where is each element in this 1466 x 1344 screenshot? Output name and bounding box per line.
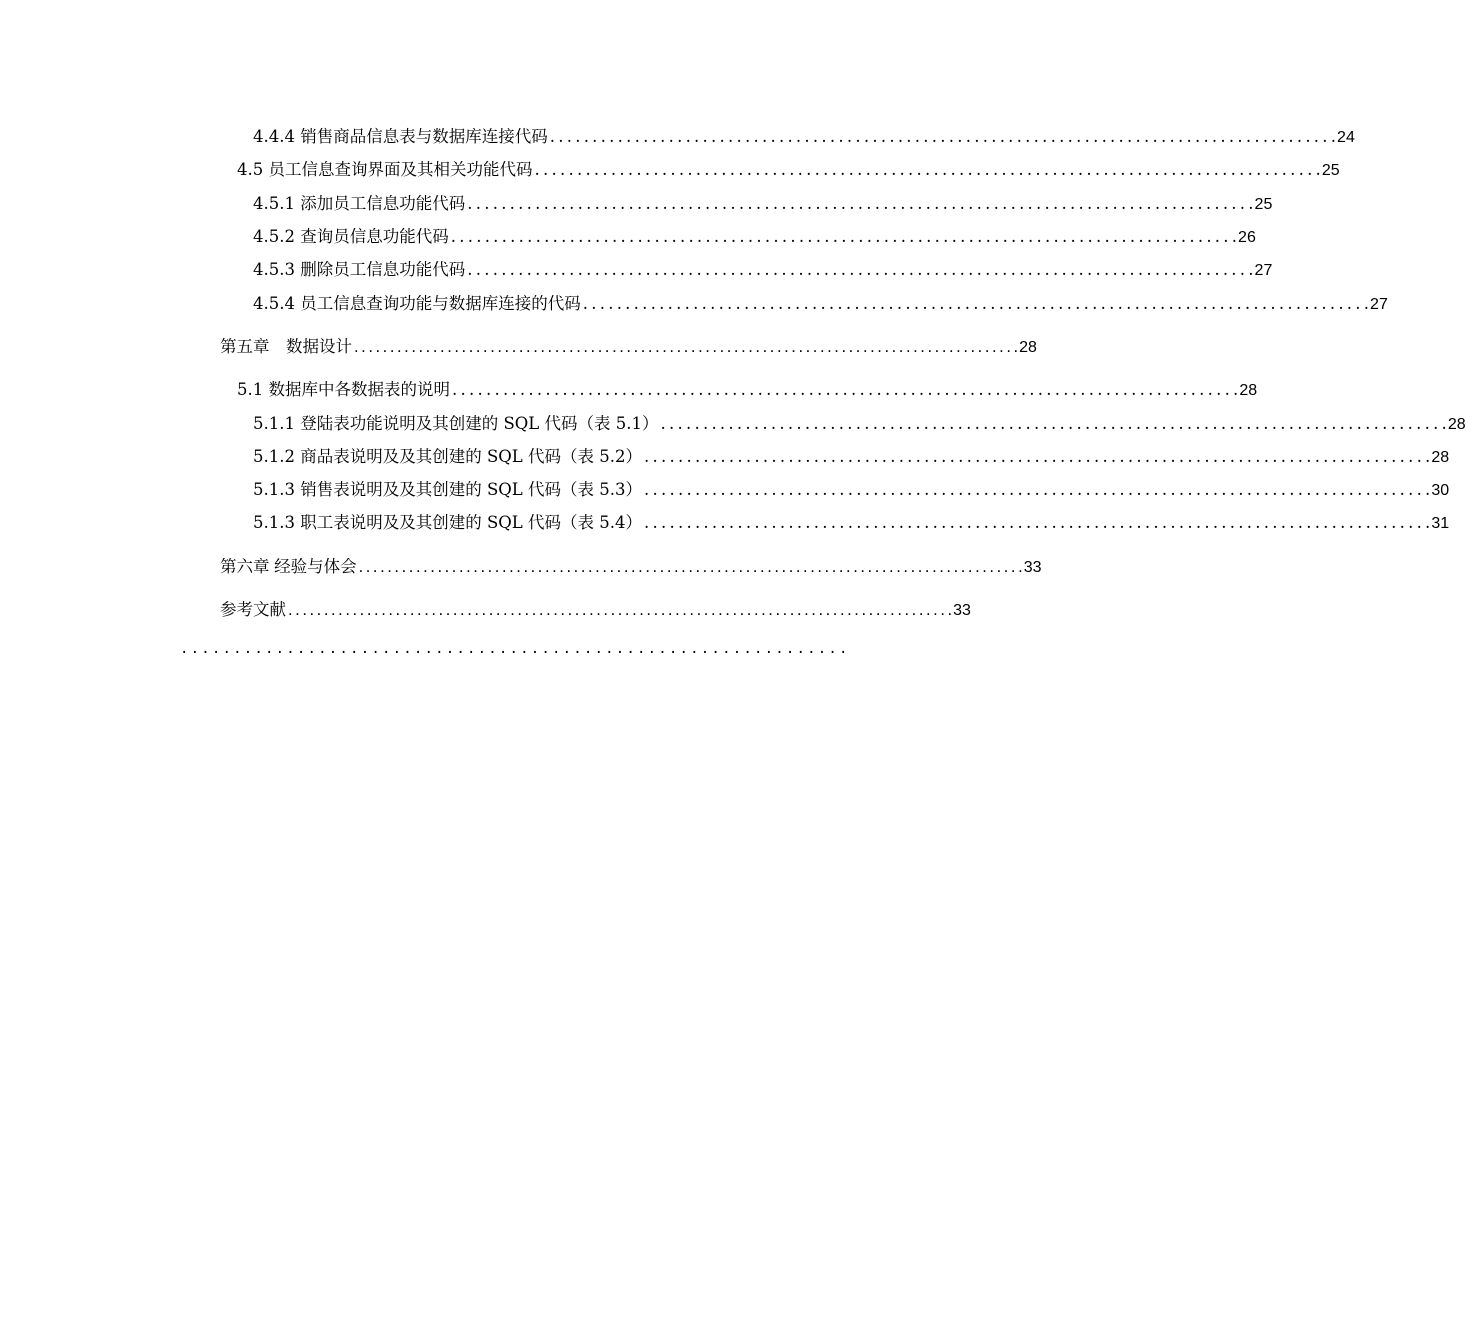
toc-page-number: 28 — [1239, 382, 1258, 399]
toc-page-number: 31 — [1431, 515, 1450, 532]
toc-entry-5-1-2[interactable] — [253, 443, 1450, 467]
toc-page-number: 26 — [1238, 229, 1256, 246]
toc-page-number: 27 — [1254, 262, 1273, 279]
toc-page-number: 33 — [953, 602, 971, 619]
toc-entry-references[interactable] — [220, 596, 971, 620]
toc-page-number: 25 — [1321, 162, 1340, 179]
toc-page-number: 28 — [1431, 449, 1450, 466]
toc-page-number: 33 — [1023, 559, 1042, 576]
toc-entry-4-5-3[interactable] — [253, 256, 1273, 280]
toc-page-number: 24 — [1337, 129, 1355, 146]
toc-entry-title: 4.5.3 删除员工信息功能代码 — [253, 260, 466, 279]
dot-leader — [449, 227, 1236, 246]
toc-entry-title: 5.1.3 职工表说明及及其创建的 SQL 代码（表 5.4） — [253, 513, 642, 532]
toc-entry-5-1[interactable] — [237, 376, 1258, 400]
toc-entry-title: 5.1.1 登陆表功能说明及其创建的 SQL 代码（表 5.1） — [253, 414, 659, 433]
toc-entry-4-5-1[interactable] — [253, 190, 1273, 214]
toc-entry-5-1-1[interactable] — [253, 410, 1466, 434]
dot-leader — [357, 558, 1022, 577]
toc-entry-5-1-3-staff[interactable] — [253, 509, 1450, 533]
toc-entry-title: 4.5.2 查询员信息功能代码 — [253, 227, 449, 246]
toc-entry-title: 4.5 员工信息查询界面及其相关功能代码 — [237, 160, 533, 179]
toc-entry-title: 5.1.2 商品表说明及及其创建的 SQL 代码（表 5.2） — [253, 447, 642, 466]
dot-leader — [286, 601, 951, 620]
toc-entry-title: 4.4.4 销售商品信息表与数据库连接代码 — [253, 127, 548, 146]
toc-page-number: 30 — [1431, 482, 1450, 499]
toc-entry-chapter-6[interactable] — [220, 553, 1042, 577]
toc-page-number: 28 — [1447, 416, 1466, 433]
toc-entry-title: 第五章 数据设计 — [220, 338, 352, 356]
dot-leader — [659, 414, 1446, 433]
dot-leader — [642, 480, 1429, 499]
dot-leader — [465, 260, 1252, 279]
toc-entry-title: 5.1 数据库中各数据表的说明 — [237, 380, 450, 399]
toc-entry-4-5-4[interactable] — [253, 290, 1388, 314]
toc-entry-title: 5.1.3 销售表说明及及其创建的 SQL 代码（表 5.3） — [253, 480, 642, 499]
dot-leader — [581, 294, 1368, 313]
toc-entry-chapter-5[interactable] — [220, 333, 1037, 357]
dot-leader — [533, 160, 1320, 179]
toc-entry-5-1-3-sales[interactable] — [253, 476, 1450, 500]
dot-leader — [548, 127, 1335, 146]
toc-entry-4-5-2[interactable] — [253, 223, 1256, 247]
toc-page-number: 27 — [1370, 296, 1388, 313]
dot-leader — [352, 338, 1017, 357]
toc-entry-title: 第六章 经验与体会 — [220, 558, 357, 576]
dot-leader — [465, 194, 1252, 213]
dot-leader — [642, 513, 1429, 532]
toc-entry-4-4-4[interactable] — [253, 123, 1355, 147]
toc-entry-title: 参考文献 — [220, 601, 286, 619]
toc-entry-title: 4.5.4 员工信息查询功能与数据库连接的代码 — [253, 294, 581, 313]
dot-leader — [450, 380, 1237, 399]
toc-page-number: 28 — [1019, 339, 1037, 356]
trailing-dot-leader: ............................................................... — [180, 641, 850, 657]
toc-page-number: 25 — [1254, 196, 1273, 213]
dot-leader — [642, 447, 1429, 466]
toc-entry-4-5[interactable] — [237, 156, 1340, 180]
toc-entry-title: 4.5.1 添加员工信息功能代码 — [253, 194, 466, 213]
